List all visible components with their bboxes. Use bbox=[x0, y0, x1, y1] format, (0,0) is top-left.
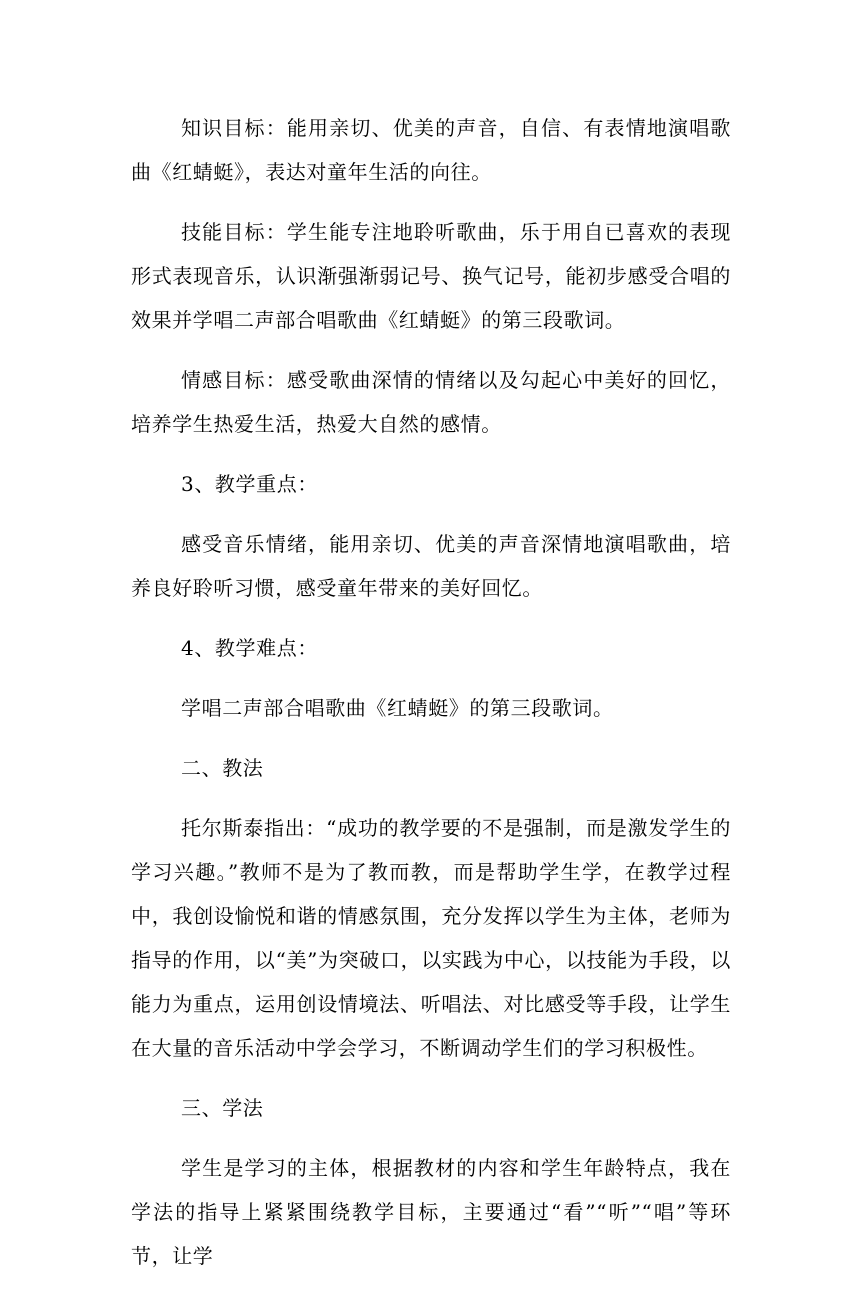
document-body bbox=[131, 106, 731, 1294]
knowledge-objective-paragraph: 知识目标：能用亲切、优美的声音，自信、有表情地演唱歌曲《红蜻蜓》，表达对童年生活的向往。 bbox=[131, 116, 731, 184]
emotion-objective-paragraph: 情感目标：感受歌曲深情的情绪以及勾起心中美好的回忆，培养学生热爱生活，热爱大自然的感情。 bbox=[131, 368, 731, 436]
teaching-difficulties-paragraph: 学唱二声部合唱歌曲《红蜻蜓》的第三段歌词。 bbox=[181, 696, 614, 720]
teaching-method-heading: 二、教法 bbox=[181, 756, 264, 780]
teaching-method-paragraph: 托尔斯泰指出：“成功的教学要的不是强制，而是激发学生的学习兴趣。”教师不是为了教而教，而是帮助学生学，在教学过程中，我创设愉悦和谐的情感氛围，充分发挥以学生为主体，老师为指导的作用，以“美”为突破口，以实践为中心，以技能为手段，以能力为重点，运用创设情境法、听唱法、对比感受等手段，让学生在大量的音乐活动中学会学习，不断调动学生们的学习积极性。 bbox=[131, 816, 731, 1060]
teaching-key-points-paragraph: 感受音乐情绪，能用亲切、优美的声音深情地演唱歌曲，培养良好聆听习惯，感受童年带来的美好回忆。 bbox=[131, 532, 731, 600]
learning-method-heading: 三、学法 bbox=[181, 1096, 264, 1120]
learning-method-paragraph: 学生是学习的主体，根据教材的内容和学生年龄特点，我在学法的指导上紧紧围绕教学目标，主要通过“看”“听”“唱”等环节，让学 bbox=[131, 1156, 731, 1268]
teaching-difficulties-heading: 4、教学难点： bbox=[181, 636, 318, 660]
teaching-key-points-heading: 3、教学重点： bbox=[181, 472, 318, 496]
skill-objective-paragraph: 技能目标：学生能专注地聆听歌曲，乐于用自已喜欢的表现形式表现音乐，认识渐强渐弱记号、换气记号，能初步感受合唱的效果并学唱二声部合唱歌曲《红蜻蜓》的第三段歌词。 bbox=[131, 220, 731, 332]
